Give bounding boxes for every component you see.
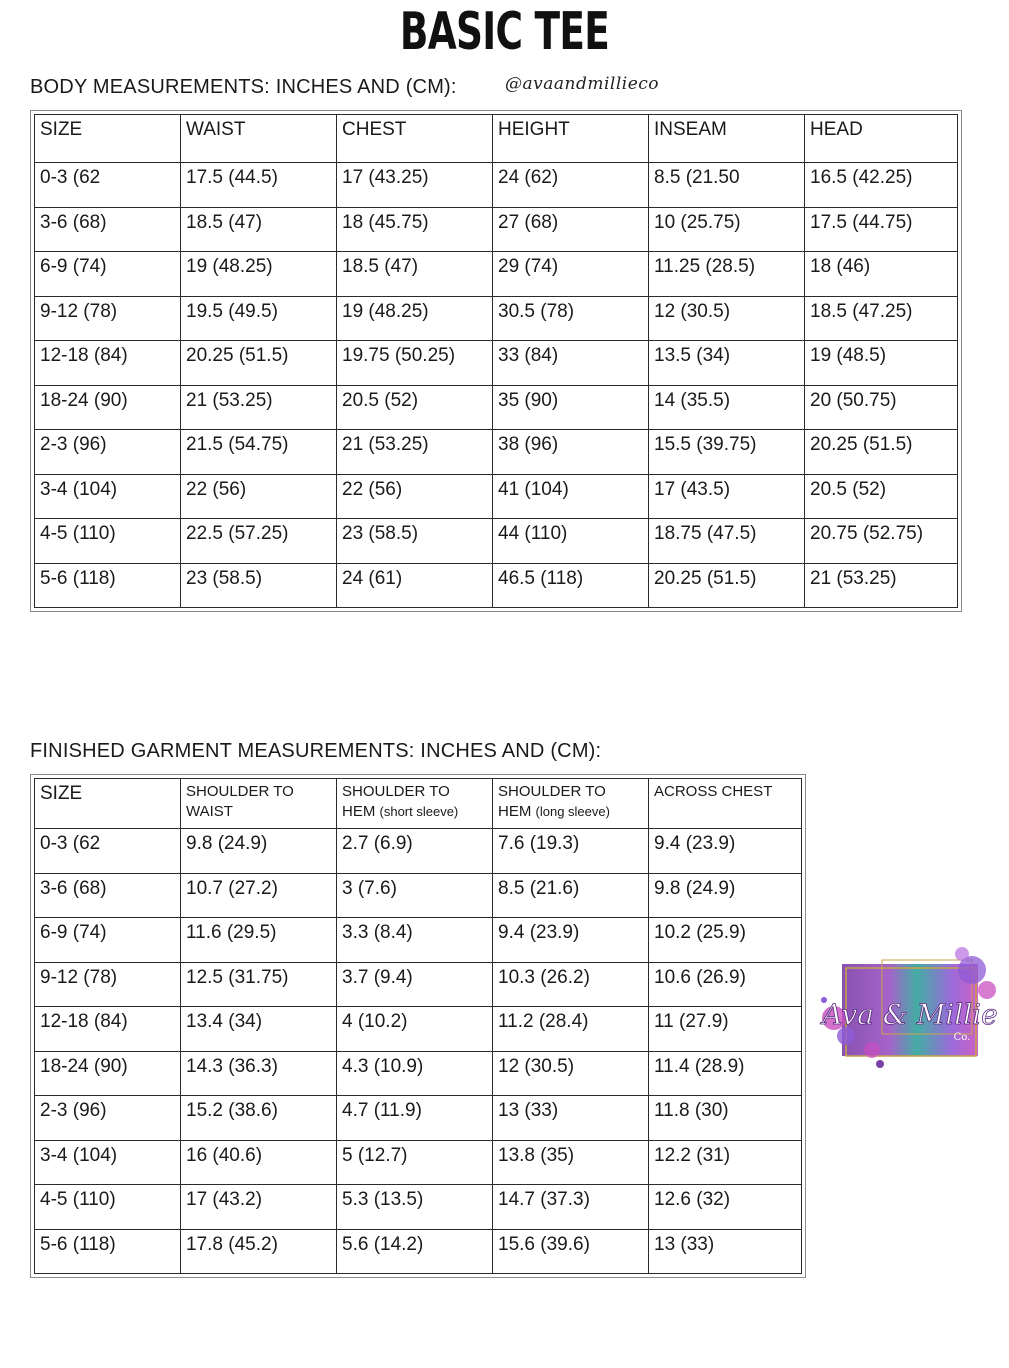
table-cell: 4-5 (110) bbox=[35, 1185, 181, 1230]
column-header: WAIST bbox=[181, 115, 337, 163]
table-cell: 16 (40.6) bbox=[181, 1140, 337, 1185]
column-header: HEAD bbox=[805, 115, 958, 163]
table-row bbox=[35, 385, 958, 430]
table-cell: 13.4 (34) bbox=[181, 1007, 337, 1052]
table-cell: 10.3 (26.2) bbox=[493, 962, 649, 1007]
table-cell: 24 (61) bbox=[337, 563, 493, 608]
table-row bbox=[35, 1096, 802, 1141]
table-cell: 3.7 (9.4) bbox=[337, 962, 493, 1007]
column-header-label: SHOULDER TO HEM bbox=[498, 783, 606, 820]
logo-dot bbox=[876, 1060, 884, 1068]
table-cell: 23 (58.5) bbox=[181, 563, 337, 608]
table-cell: 13 (33) bbox=[493, 1096, 649, 1141]
table-cell: 9.8 (24.9) bbox=[649, 873, 802, 918]
table-cell: 4.3 (10.9) bbox=[337, 1051, 493, 1096]
table-cell: 17.5 (44.75) bbox=[805, 207, 958, 252]
column-header-label: SIZE bbox=[40, 783, 83, 804]
column-header bbox=[35, 779, 181, 829]
table-row bbox=[35, 519, 958, 564]
table-cell: 19 (48.5) bbox=[805, 341, 958, 386]
logo-subtext: Co. bbox=[953, 1032, 971, 1043]
table-cell: 4.7 (11.9) bbox=[337, 1096, 493, 1141]
table-cell: 5-6 (118) bbox=[35, 563, 181, 608]
column-header bbox=[337, 779, 493, 829]
table-cell: 14 (35.5) bbox=[649, 385, 805, 430]
table-cell: 18.5 (47) bbox=[181, 207, 337, 252]
table-cell: 13.8 (35) bbox=[493, 1140, 649, 1185]
table-row bbox=[35, 430, 958, 475]
table-cell: 29 (74) bbox=[493, 252, 649, 297]
column-header-label: SHOULDER TO WAIST bbox=[186, 783, 294, 820]
table-row bbox=[35, 829, 802, 874]
table-cell: 10.7 (27.2) bbox=[181, 873, 337, 918]
table-cell: 10.2 (25.9) bbox=[649, 918, 802, 963]
table-cell: 41 (104) bbox=[493, 474, 649, 519]
table-cell: 38 (96) bbox=[493, 430, 649, 475]
table-cell: 3-4 (104) bbox=[35, 1140, 181, 1185]
table-cell: 21.5 (54.75) bbox=[181, 430, 337, 475]
column-header-label: SHOULDER TO HEM bbox=[342, 783, 450, 820]
table-cell: 3.3 (8.4) bbox=[337, 918, 493, 963]
table-cell: 0-3 (62 bbox=[35, 829, 181, 874]
table-cell: 17 (43.2) bbox=[181, 1185, 337, 1230]
table-cell: 3-4 (104) bbox=[35, 474, 181, 519]
table-cell: 19.5 (49.5) bbox=[181, 296, 337, 341]
table-cell: 20.75 (52.75) bbox=[805, 519, 958, 564]
table-cell: 18.5 (47.25) bbox=[805, 296, 958, 341]
table-cell: 12 (30.5) bbox=[493, 1051, 649, 1096]
table-cell: 19 (48.25) bbox=[337, 296, 493, 341]
table-cell: 3 (7.6) bbox=[337, 873, 493, 918]
table-cell: 2-3 (96) bbox=[35, 430, 181, 475]
table-cell: 20 (50.75) bbox=[805, 385, 958, 430]
table-cell: 5 (12.7) bbox=[337, 1140, 493, 1185]
table-cell: 13 (33) bbox=[649, 1229, 802, 1274]
column-header-label: ACROSS CHEST bbox=[654, 783, 773, 800]
table-cell: 33 (84) bbox=[493, 341, 649, 386]
table-cell: 11.25 (28.5) bbox=[649, 252, 805, 297]
table-cell: 18.5 (47) bbox=[337, 252, 493, 297]
table-cell: 18.75 (47.5) bbox=[649, 519, 805, 564]
table-cell: 30.5 (78) bbox=[493, 296, 649, 341]
table-cell: 20.5 (52) bbox=[337, 385, 493, 430]
table-cell: 22.5 (57.25) bbox=[181, 519, 337, 564]
table-cell: 24 (62) bbox=[493, 163, 649, 208]
table-cell: 20.25 (51.5) bbox=[805, 430, 958, 475]
table-row bbox=[35, 1185, 802, 1230]
table-cell: 20.25 (51.5) bbox=[649, 563, 805, 608]
table-cell: 12.6 (32) bbox=[649, 1185, 802, 1230]
table-row bbox=[35, 563, 958, 608]
table-cell: 9-12 (78) bbox=[35, 296, 181, 341]
table-row bbox=[35, 252, 958, 297]
table-cell: 16.5 (42.25) bbox=[805, 163, 958, 208]
table-cell: 22 (56) bbox=[337, 474, 493, 519]
table-row bbox=[35, 296, 958, 341]
logo-text: Ava & Millie bbox=[822, 998, 998, 1031]
table-cell: 21 (53.25) bbox=[181, 385, 337, 430]
table-cell: 13.5 (34) bbox=[649, 341, 805, 386]
table-row bbox=[35, 1051, 802, 1096]
table-row bbox=[35, 1007, 802, 1052]
table-cell: 0-3 (62 bbox=[35, 163, 181, 208]
table-cell: 12.5 (31.75) bbox=[181, 962, 337, 1007]
column-header: CHEST bbox=[337, 115, 493, 163]
table-cell: 22 (56) bbox=[181, 474, 337, 519]
table-cell: 23 (58.5) bbox=[337, 519, 493, 564]
table-cell: 2-3 (96) bbox=[35, 1096, 181, 1141]
body-measurements-table-frame bbox=[30, 110, 962, 612]
table-cell: 12-18 (84) bbox=[35, 341, 181, 386]
table-cell: 6-9 (74) bbox=[35, 252, 181, 297]
table-cell: 8.5 (21.6) bbox=[493, 873, 649, 918]
column-header: SIZE bbox=[35, 115, 181, 163]
table-cell: 17.8 (45.2) bbox=[181, 1229, 337, 1274]
table-cell: 9.4 (23.9) bbox=[493, 918, 649, 963]
table-cell: 27 (68) bbox=[493, 207, 649, 252]
table-cell: 18 (45.75) bbox=[337, 207, 493, 252]
column-header bbox=[493, 779, 649, 829]
garment-measurements-heading: FINISHED GARMENT MEASUREMENTS: INCHES AND (CM): bbox=[30, 740, 602, 762]
table-cell: 14.7 (37.3) bbox=[493, 1185, 649, 1230]
table-cell: 4 (10.2) bbox=[337, 1007, 493, 1052]
table-cell: 9.4 (23.9) bbox=[649, 829, 802, 874]
table-cell: 20.5 (52) bbox=[805, 474, 958, 519]
table-cell: 2.7 (6.9) bbox=[337, 829, 493, 874]
logo-flower bbox=[864, 1042, 880, 1058]
logo-flower bbox=[978, 981, 996, 999]
table-row bbox=[35, 1229, 802, 1274]
table-cell: 11.6 (29.5) bbox=[181, 918, 337, 963]
table-cell: 11 (27.9) bbox=[649, 1007, 802, 1052]
table-cell: 12-18 (84) bbox=[35, 1007, 181, 1052]
table-cell: 19 (48.25) bbox=[181, 252, 337, 297]
table-row bbox=[35, 962, 802, 1007]
table-cell: 11.2 (28.4) bbox=[493, 1007, 649, 1052]
table-cell: 14.3 (36.3) bbox=[181, 1051, 337, 1096]
table-cell: 4-5 (110) bbox=[35, 519, 181, 564]
column-header: HEIGHT bbox=[493, 115, 649, 163]
table-cell: 5.3 (13.5) bbox=[337, 1185, 493, 1230]
table-cell: 5.6 (14.2) bbox=[337, 1229, 493, 1274]
column-header: INSEAM bbox=[649, 115, 805, 163]
social-handle: @avaandmillieco bbox=[505, 74, 660, 94]
table-row bbox=[35, 474, 958, 519]
table-cell: 15.6 (39.6) bbox=[493, 1229, 649, 1274]
table-cell: 11.4 (28.9) bbox=[649, 1051, 802, 1096]
table-cell: 18-24 (90) bbox=[35, 385, 181, 430]
column-header-note: (long sleeve) bbox=[535, 804, 610, 819]
table-cell: 46.5 (118) bbox=[493, 563, 649, 608]
table-row bbox=[35, 163, 958, 208]
table-header-row bbox=[35, 779, 802, 829]
table-cell: 20.25 (51.5) bbox=[181, 341, 337, 386]
table-cell: 3-6 (68) bbox=[35, 207, 181, 252]
table-cell: 18 (46) bbox=[805, 252, 958, 297]
garment-measurements-table bbox=[34, 778, 802, 1274]
table-cell: 15.2 (38.6) bbox=[181, 1096, 337, 1141]
table-header-row bbox=[35, 115, 958, 163]
table-cell: 11.8 (30) bbox=[649, 1096, 802, 1141]
table-cell: 12 (30.5) bbox=[649, 296, 805, 341]
table-cell: 7.6 (19.3) bbox=[493, 829, 649, 874]
table-cell: 35 (90) bbox=[493, 385, 649, 430]
table-cell: 9.8 (24.9) bbox=[181, 829, 337, 874]
table-row bbox=[35, 918, 802, 963]
body-measurements-table bbox=[34, 114, 958, 608]
table-cell: 17.5 (44.5) bbox=[181, 163, 337, 208]
garment-measurements-table-frame bbox=[30, 774, 806, 1278]
table-row bbox=[35, 341, 958, 386]
table-cell: 18-24 (90) bbox=[35, 1051, 181, 1096]
table-cell: 8.5 (21.50 bbox=[649, 163, 805, 208]
table-cell: 19.75 (50.25) bbox=[337, 341, 493, 386]
column-header bbox=[649, 779, 802, 829]
table-cell: 21 (53.25) bbox=[337, 430, 493, 475]
logo-flower bbox=[955, 947, 969, 961]
table-cell: 12.2 (31) bbox=[649, 1140, 802, 1185]
table-row bbox=[35, 207, 958, 252]
column-header bbox=[181, 779, 337, 829]
table-row bbox=[35, 1140, 802, 1185]
ava-millie-logo bbox=[812, 940, 998, 1080]
table-cell: 5-6 (118) bbox=[35, 1229, 181, 1274]
table-cell: 9-12 (78) bbox=[35, 962, 181, 1007]
table-cell: 44 (110) bbox=[493, 519, 649, 564]
page-title: BASIC TEE bbox=[399, 2, 610, 62]
table-cell: 3-6 (68) bbox=[35, 873, 181, 918]
column-header-note: (short sleeve) bbox=[379, 804, 459, 819]
table-cell: 17 (43.5) bbox=[649, 474, 805, 519]
table-cell: 21 (53.25) bbox=[805, 563, 958, 608]
table-cell: 10.6 (26.9) bbox=[649, 962, 802, 1007]
body-measurements-heading: BODY MEASUREMENTS: INCHES AND (CM): bbox=[30, 76, 457, 98]
table-cell: 15.5 (39.75) bbox=[649, 430, 805, 475]
table-row bbox=[35, 873, 802, 918]
table-cell: 6-9 (74) bbox=[35, 918, 181, 963]
table-cell: 17 (43.25) bbox=[337, 163, 493, 208]
table-cell: 10 (25.75) bbox=[649, 207, 805, 252]
